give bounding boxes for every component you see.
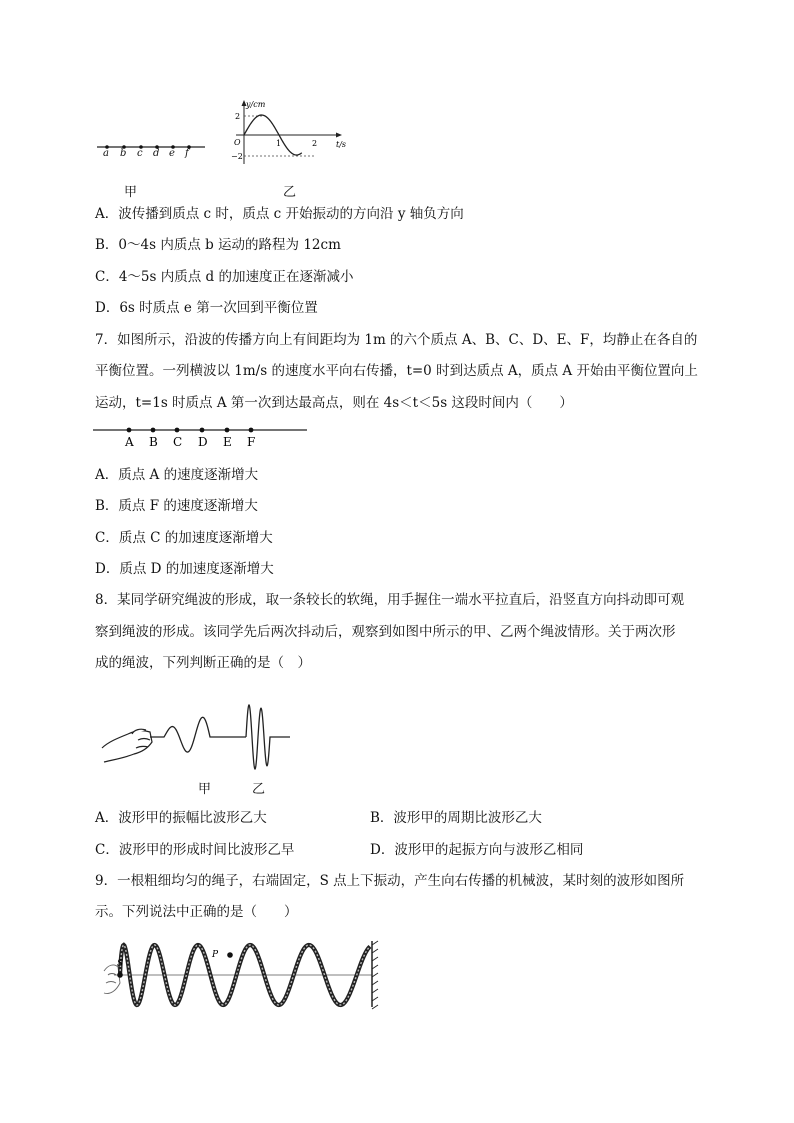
q7-dot <box>175 428 180 433</box>
q9-figure <box>100 935 385 1015</box>
q7-figure <box>93 423 313 453</box>
q8-stem-line-3: 成的绳波，下列判断正确的是（ ） <box>95 655 311 671</box>
q7-point-label-c: C <box>173 435 183 449</box>
hand-icon <box>102 729 152 762</box>
q9-label-s: S <box>117 959 124 969</box>
q8-option-d[interactable]: D．波形甲的起振方向与波形乙相同 <box>370 842 584 858</box>
q7-point-label-f: F <box>247 435 256 449</box>
q7-option-c[interactable]: C．质点 C 的加速度逐渐增大 <box>95 530 273 546</box>
q6-yi-caption: 乙 <box>283 185 297 200</box>
q7-dot <box>249 428 254 433</box>
q7-point-label-d: D <box>198 435 208 449</box>
q7-dot <box>127 428 132 433</box>
hand-icon <box>104 965 120 994</box>
q9-stem-line-1: 9．一根粗细均匀的绳子，右端固定，S 点上下振动，产生向右传播的机械波，某时刻的波形如图所 <box>95 873 685 889</box>
q7-point-label-b: B <box>149 435 158 449</box>
q6-yi-tick-t2: 2 <box>312 139 318 148</box>
q8-figure <box>98 690 298 770</box>
q6-jia-caption: 甲 <box>124 185 138 200</box>
q9-stem-line-2: 示。下列说法中正确的是（ ） <box>95 904 298 920</box>
q6-yi-ylabel: y/cm <box>246 100 266 109</box>
q7-dot <box>225 428 230 433</box>
q7-stem-line-1: 7．如图所示，沿波的传播方向上有间距均为 1m 的六个质点 A、B、C、D、E、F，均静止在各自的 <box>95 332 698 348</box>
q8-stem-line-1: 8．某同学研究绳波的形成，取一条较长的软绳，用手握住一端水平拉直后，沿竖直方向抖动即可观 <box>95 592 685 608</box>
q7-dot <box>151 428 156 433</box>
q6-option-a[interactable]: A．波传播到质点 c 时，质点 c 开始振动的方向沿 y 轴负方向 <box>95 206 464 222</box>
q6-yi-tick-neg2: −2 <box>231 152 243 161</box>
q7-point-label-e: E <box>223 435 232 449</box>
q6-yi-tick-2: 2 <box>235 112 241 121</box>
q6-yi-origin: O <box>234 138 241 147</box>
q7-stem-line-2: 平衡位置。一列横波以 1m/s 的速度水平向右传播，t=0 时到达质点 A，质点 A 开始由平衡位置向上 <box>95 363 698 379</box>
q7-dot <box>200 428 205 433</box>
q6-yi-tick-t1: 1 <box>276 139 282 148</box>
q8-option-c[interactable]: C．波形甲的形成时间比波形乙早 <box>95 842 295 858</box>
q7-option-d[interactable]: D．质点 D 的加速度逐渐增大 <box>95 561 274 577</box>
q7-option-b[interactable]: B．质点 F 的速度逐渐增大 <box>95 498 258 514</box>
q9-label-p: P <box>212 950 219 960</box>
q8-option-a[interactable]: A．波形甲的振幅比波形乙大 <box>95 810 267 826</box>
q6-figure-yi <box>228 98 358 168</box>
q7-option-a[interactable]: A．质点 A 的速度逐渐增大 <box>95 467 259 483</box>
q6-option-d[interactable]: D．6s 时质点 e 第一次回到平衡位置 <box>95 300 318 316</box>
q8-option-b[interactable]: B．波形甲的周期比波形乙大 <box>370 810 542 826</box>
q8-caption-jia: 甲 <box>198 782 212 797</box>
q7-point-label-a: A <box>125 435 134 449</box>
q6-option-b[interactable]: B．0～4s 内质点 b 运动的路程为 12cm <box>95 237 341 253</box>
q6-yi-xlabel: t/s <box>336 140 347 149</box>
q6-option-c[interactable]: C．4～5s 内质点 d 的加速度正在逐渐减小 <box>95 269 354 285</box>
q8-stem-line-2: 察到绳波的形成。该同学先后两次抖动后，观察到如图中所示的甲、乙两个绳波情形。关于两次形 <box>95 624 676 640</box>
q8-caption-yi: 乙 <box>252 782 266 797</box>
q7-stem-line-3: 运动，t=1s 时质点 A 第一次到达最高点，则在 4s＜t＜5s 这段时间内（ ） <box>95 395 573 411</box>
